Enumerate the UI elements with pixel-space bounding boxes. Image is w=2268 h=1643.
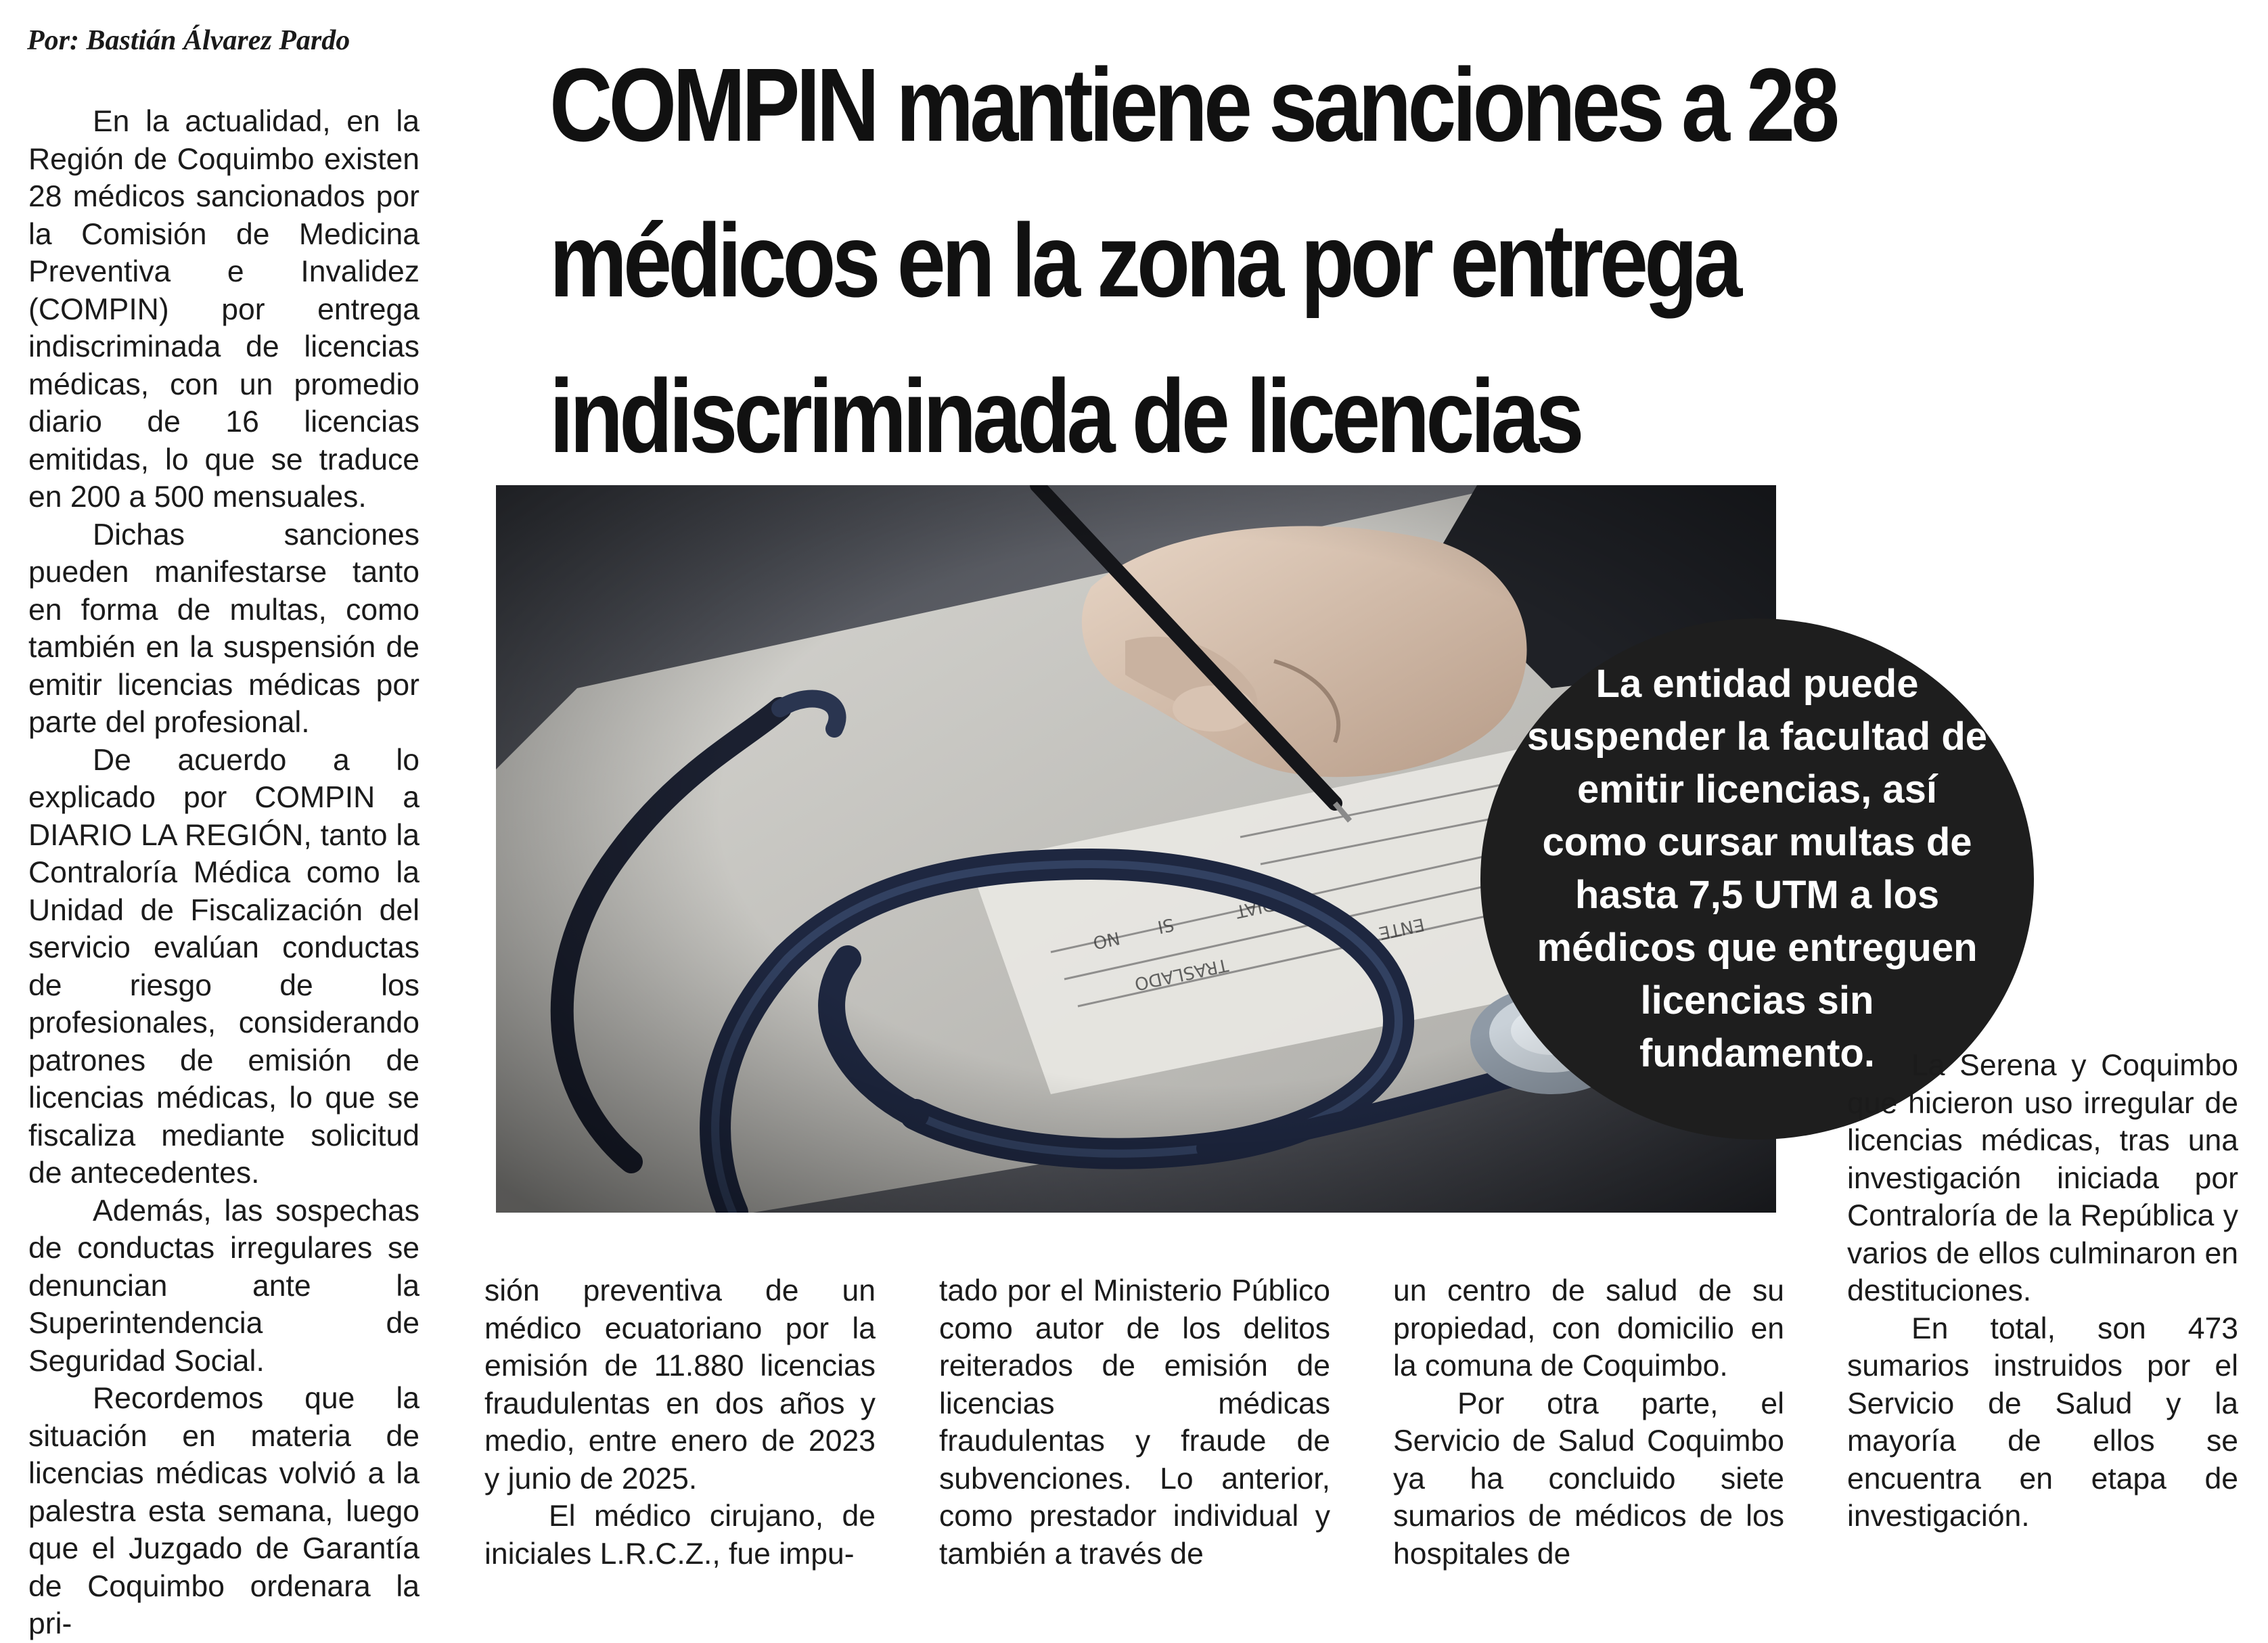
pullquote-text: La entidad puede suspender la facultad de emitir licencias, así como cursar multas de hasta 7,5 UTM a los médicos que entreguen licencias sin fundamento. xyxy=(1526,662,1988,1075)
headline: COMPIN mantiene sanciones a 28 médicos en la zona por entrega indiscriminada de licencias xyxy=(549,47,1836,474)
paragraph: Por otra parte, el Servicio de Salud Coquimbo ya ha concluido siete sumarios de médicos de los hospitales de xyxy=(1393,1387,1784,1571)
paragraph: tado por el Ministerio Público como autor de los delitos reiterados de emisión de licencias médicas fraudulentas y fraude de subvenciones. Lo anterior, como prestador individual y también a través de xyxy=(939,1274,1330,1571)
paragraph: sión preventiva de un médico ecuatoriano por la emisión de 11.880 licencias fraudulentas en dos años y medio, entre enero de 2023 y junio de 2025. xyxy=(484,1274,876,1495)
byline: Por: Bastián Álvarez Pardo xyxy=(27,25,350,56)
paragraph: De acuerdo a lo explicado por COMPIN a DIARIO LA REGIÓN, tanto la Contraloría Médica como la Unidad de Fiscalización del servicio evalúan conductas de riesgo de los profesionales, considerando patrones de emisión de licencias médicas, lo que se fiscaliza mediante solicitud de antecedentes. xyxy=(28,743,419,1190)
paragraph: En total, son 473 sumarios instruidos por el Servicio de Salud y la mayoría de ellos se encuentra en etapa de investigación. xyxy=(1847,1311,2238,1533)
article-column-4 xyxy=(1393,1272,1784,1571)
article-column-2 xyxy=(484,1272,876,1571)
paragraph: En la actualidad, en la Región de Coquimbo existen 28 médicos sancionados por la Comisión de Medicina Preventiva e Invalidez (COMPIN) por entrega indiscriminada de licencias médicas, con un promedio diario de 16 licencias emitidas, lo que se traduce en 200 a 500 mensuales. xyxy=(28,105,419,514)
paragraph: un centro de salud de su propiedad, con domicilio en la comuna de Coquimbo. xyxy=(1393,1274,1784,1382)
paragraph: Recordemos que la situación en materia de licencias médicas volvió a la palestra esta semana, luego que el Juzgado de Garantía de Coquimbo ordenara la pri- xyxy=(28,1382,419,1640)
article-column-1 xyxy=(28,103,419,1640)
paragraph: Además, las sospechas de conductas irregulares se denuncian ante la Superintendencia de Seguridad Social. xyxy=(28,1194,419,1378)
paragraph: El médico cirujano, de iniciales L.R.C.Z., fue impu- xyxy=(484,1500,876,1571)
article-column-3 xyxy=(939,1272,1330,1571)
paragraph: Dichas sanciones pueden manifestarse tanto en forma de multas, como también en la suspensión de emitir licencias médicas por parte del profesional. xyxy=(28,518,419,739)
article-column-5 xyxy=(1847,1047,2238,1548)
paragraph: La Serena y Coquimbo que hicieron uso irregular de licencias médicas, tras una investigación iniciada por Contraloría de la República y varios de ellos culminaron en destituciones. xyxy=(1847,1049,2238,1307)
